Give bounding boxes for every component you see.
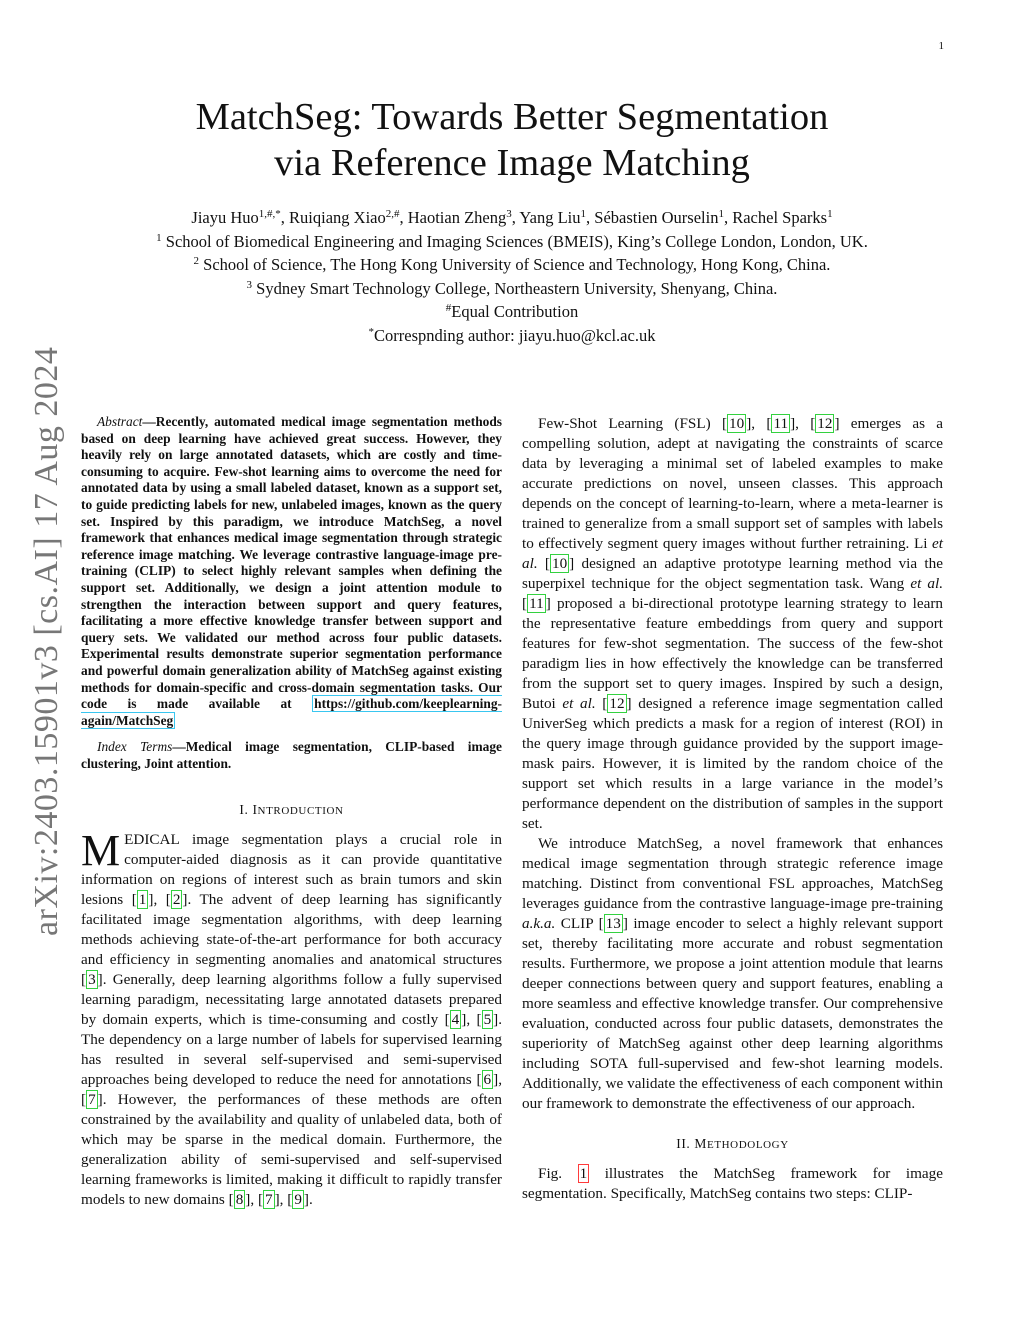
corr-sup: * [368, 325, 375, 338]
citation-link[interactable]: 11 [529, 595, 544, 612]
author-name: Sébastien Ourselin [594, 208, 719, 227]
affiliation-sup: 1 [156, 231, 162, 244]
affiliation-3 [0, 277, 1024, 301]
drop-cap: M [81, 826, 121, 876]
author-name: Rachel Sparks [732, 208, 828, 227]
citation-link[interactable]: 1 [138, 891, 147, 909]
author-list: Jiayu Huo$^{1,\#,*}$, Ruiqiang Xiao$^{2,\#}$, Haotian Zheng$^3$, Yang Liu$^1$, Sébastien Ourselin$^1$, Rachel Sparks$^1$ [191, 208, 833, 227]
author-sup: 3 [506, 208, 512, 220]
affiliation-text: School of Science, The Hong Kong University of Science and Technology, Hong Kong, China. [203, 255, 831, 274]
citation-link[interactable]: 13 [605, 915, 621, 932]
affiliation-2 [0, 253, 1024, 277]
citation-link[interactable]: 12 [817, 415, 833, 432]
citation-link[interactable]: 7 [265, 1191, 273, 1209]
code-link[interactable]: https://github.com/keeplearning-again/MatchSeg [81, 696, 502, 728]
author-name: Ruiqiang Xiao [289, 208, 386, 227]
abstract-label: Abstract [97, 414, 143, 429]
equal-text: Equal Contribution [451, 302, 579, 321]
italic-text: et al. [910, 575, 943, 592]
matchseg-paragraph: We introduce MatchSeg, a novel framework that enhances medical image segmentation through strategic reference image matching. Distinct from conventional FSL approaches, MatchSeg leverages guidance from the contrastive language-image pre-training a.k.a. CLIP [ 13 ] image encoder to select a highly relevant support set, thereby facilitating more accurate and robust segmentation results. Furthermore, we propose a joint attention module that learns deeper connections between query and support features, enabling a more seamless and effective knowledge transfer. Our comprehensive evaluation, conducted across four public datasets, demonstrates the superiority of MatchSeg against other deep learning algorithms including SOTA full-supervised and few-shot learning models. Additionally, we validate the effectiveness of each component within our framework to demonstrate the effectiveness of our approach. [522, 835, 943, 1112]
abstract-text: —Recently, automated medical image segmentation methods based on deep learning have achieved great success. However, they heavily rely on large annotated datasets, which are costly and time-consuming to acquire. Few-shot learning aims to overcome the need for annotated data by using a small labeled dataset, known as a support set, to guide predicting labels for new, unlabeled images, known as the query set. Inspired by this paradigm, we introduce MatchSeg, a novel framework that enhances medical image segmentation through strategic reference image matching. We leverage contrastive language-image pre-training (CLIP) to select highly relevant samples when defining the support set. Additionally, we design a joint attention module to strengthen the interaction between support and query features, facilitating a more effective knowledge transfer between support and query sets. We validated our method across four public datasets. Experimental results demonstrate superior segmentation performance and powerful domain generalization ability of MatchSeg against existing methods for domain-specific and cross-domain segmentation tasks. Our code is made available at [81, 414, 502, 712]
author-name: Haotian Zheng [407, 208, 507, 227]
title-line-2: via Reference Image Matching [274, 142, 750, 184]
author-sup: 2,# [385, 208, 400, 220]
section-number: II. [676, 1136, 695, 1151]
citation-link[interactable]: 9 [294, 1191, 302, 1209]
section-number: I. [239, 802, 253, 818]
corresponding-author [0, 324, 1024, 348]
left-column [81, 414, 502, 1210]
abstract [81, 414, 502, 729]
author-name: Yang Liu [519, 208, 581, 227]
citation-link[interactable]: 5 [483, 1011, 492, 1029]
author-block [0, 206, 1024, 347]
page-number: 1 [938, 40, 944, 52]
section-smallcaps: NTRODUCTION [257, 805, 344, 818]
author-name: Jiayu Huo [191, 208, 259, 227]
author-sup: 1 [827, 208, 833, 220]
citation-link[interactable]: 11 [773, 415, 789, 432]
method-paragraph: Fig. 1 illustrates the MatchSeg framework for image segmentation. Specifically, MatchSeg contains two steps: CLIP- [522, 1165, 943, 1202]
section-initial: M [694, 1136, 707, 1151]
italic-text: et al. [522, 535, 943, 572]
citation-link[interactable]: 3 [88, 971, 96, 989]
section-heading-introduction [81, 802, 502, 818]
citation-link[interactable]: 8 [235, 1191, 244, 1209]
arxiv-watermark: arXiv:2403.15901v3 [cs.AI] 17 Aug 2024 [28, 346, 65, 936]
intro-paragraph: MEDICAL image segmentation plays a crucial role in computer-aided diagnosis as it can provide quantitative information on regions of interest such as brain tumors and skin lesions [ 1 ], [ 2 ]. The advent of deep learning has significantly facilitated image segmentation algorithms, with deep learning methods achieving state-of-the-art performance for both accuracy and efficiency in segmenting anomalies and anatomical structures [ 3 ]. Generally, deep learning algorithms follow a fully supervised learning paradigm, necessitating large annotated datasets prepared by domain experts, which is time-consuming and costly [ 4 ], [ 5 ]. The dependency on a large number of labels for supervised learning has resulted in several self-supervised and semi-supervised approaches being developed to reduce the need for annotations [ 6 ], [ 7 ]. However, the performances of these methods are often constrained by the availability and quality of unlabeled data, both of which may be sparse in the medical domain. Furthermore, the generalization ability of semi-supervised and self-supervised learning frameworks is limited, making it difficult to rapidly transfer models to new domains [ 8 ], [ 7 ], [ 9 ]. [81, 826, 503, 1209]
affiliation-1 [0, 230, 1024, 254]
equal-sup: # [445, 302, 452, 314]
citation-link[interactable]: 2 [172, 891, 181, 909]
corr-text: Correspnding author: jiayu.huo@kcl.ac.uk [374, 325, 656, 345]
italic-text: et al. [562, 695, 596, 712]
italic-text: a.k.a. [522, 915, 556, 932]
index-terms [81, 739, 502, 772]
citation-link[interactable]: 6 [483, 1071, 492, 1089]
section-smallcaps: ETHODOLOGY [707, 1139, 789, 1151]
equal-contribution [0, 300, 1024, 324]
author-sup: 1,#,* [258, 208, 281, 220]
right-column [522, 414, 943, 1204]
affiliation-sup: 2 [193, 255, 200, 267]
author-sup: 1 [718, 208, 724, 220]
author-sup: 1 [580, 208, 587, 220]
citation-link[interactable]: 10 [551, 555, 568, 572]
fsl-paragraph: Few-Shot Learning (FSL) [ 10 ], [ 11 ], [ 12 ] emerges as a compelling solution, adept at navigating the constraints of scarce data by leveraging a minimal set of labeled examples to make accurate predictions on novel, unseen classes. This approach depends on the concept of learning-to-learn, where a meta-learner is trained to generalize from a small support set of samples with labels to effectively segment query images without further retraining. Li et al. [ 10 ] designed an adaptive prototype learning method via the superpixel technique for the object segmentation task. Wang et al. [ 11 ] proposed a bi-directional prototype learning strategy to learn the representative feature embeddings from query and support features for few-shot segmentation. The success of the few-shot paradigm lies in how effectively the knowledge can be transferred from the support set to query images. Inspired by such a design, Butoi et al. [ 12 ] designed a reference image segmentation called UniverSeg which predicts a mask for a region of interest (ROI) in the query image through guidance provided by the support image-mask pairs. However, it is limited by the random choice of the support set which results in a large variance in the model’s performance dependent on the distribution of samples in the support set. [522, 415, 944, 832]
citation-link[interactable]: 7 [88, 1091, 96, 1109]
citation-link[interactable]: 4 [451, 1011, 460, 1029]
affiliation-text: School of Biomedical Engineering and Imaging Sciences (BMEIS), King’s College London, London, UK. [165, 231, 868, 251]
title-line-1: MatchSeg: Towards Better Segmentation [195, 96, 829, 138]
figure-link[interactable]: 1 [579, 1165, 588, 1182]
section-heading-methodology [522, 1136, 943, 1152]
affiliation-sup: 3 [246, 278, 253, 291]
index-terms-label: Index Terms [97, 739, 173, 755]
citation-link[interactable]: 12 [609, 695, 625, 712]
paper-title [0, 94, 1024, 186]
section-initial: I [252, 802, 258, 818]
affiliation-text: Sydney Smart Technology College, Northeastern University, Shenyang, China. [256, 278, 778, 298]
index-terms-text: —Medical image segmentation, CLIP-based image clustering, Joint attention. [81, 739, 502, 771]
citation-link[interactable]: 10 [729, 415, 745, 432]
